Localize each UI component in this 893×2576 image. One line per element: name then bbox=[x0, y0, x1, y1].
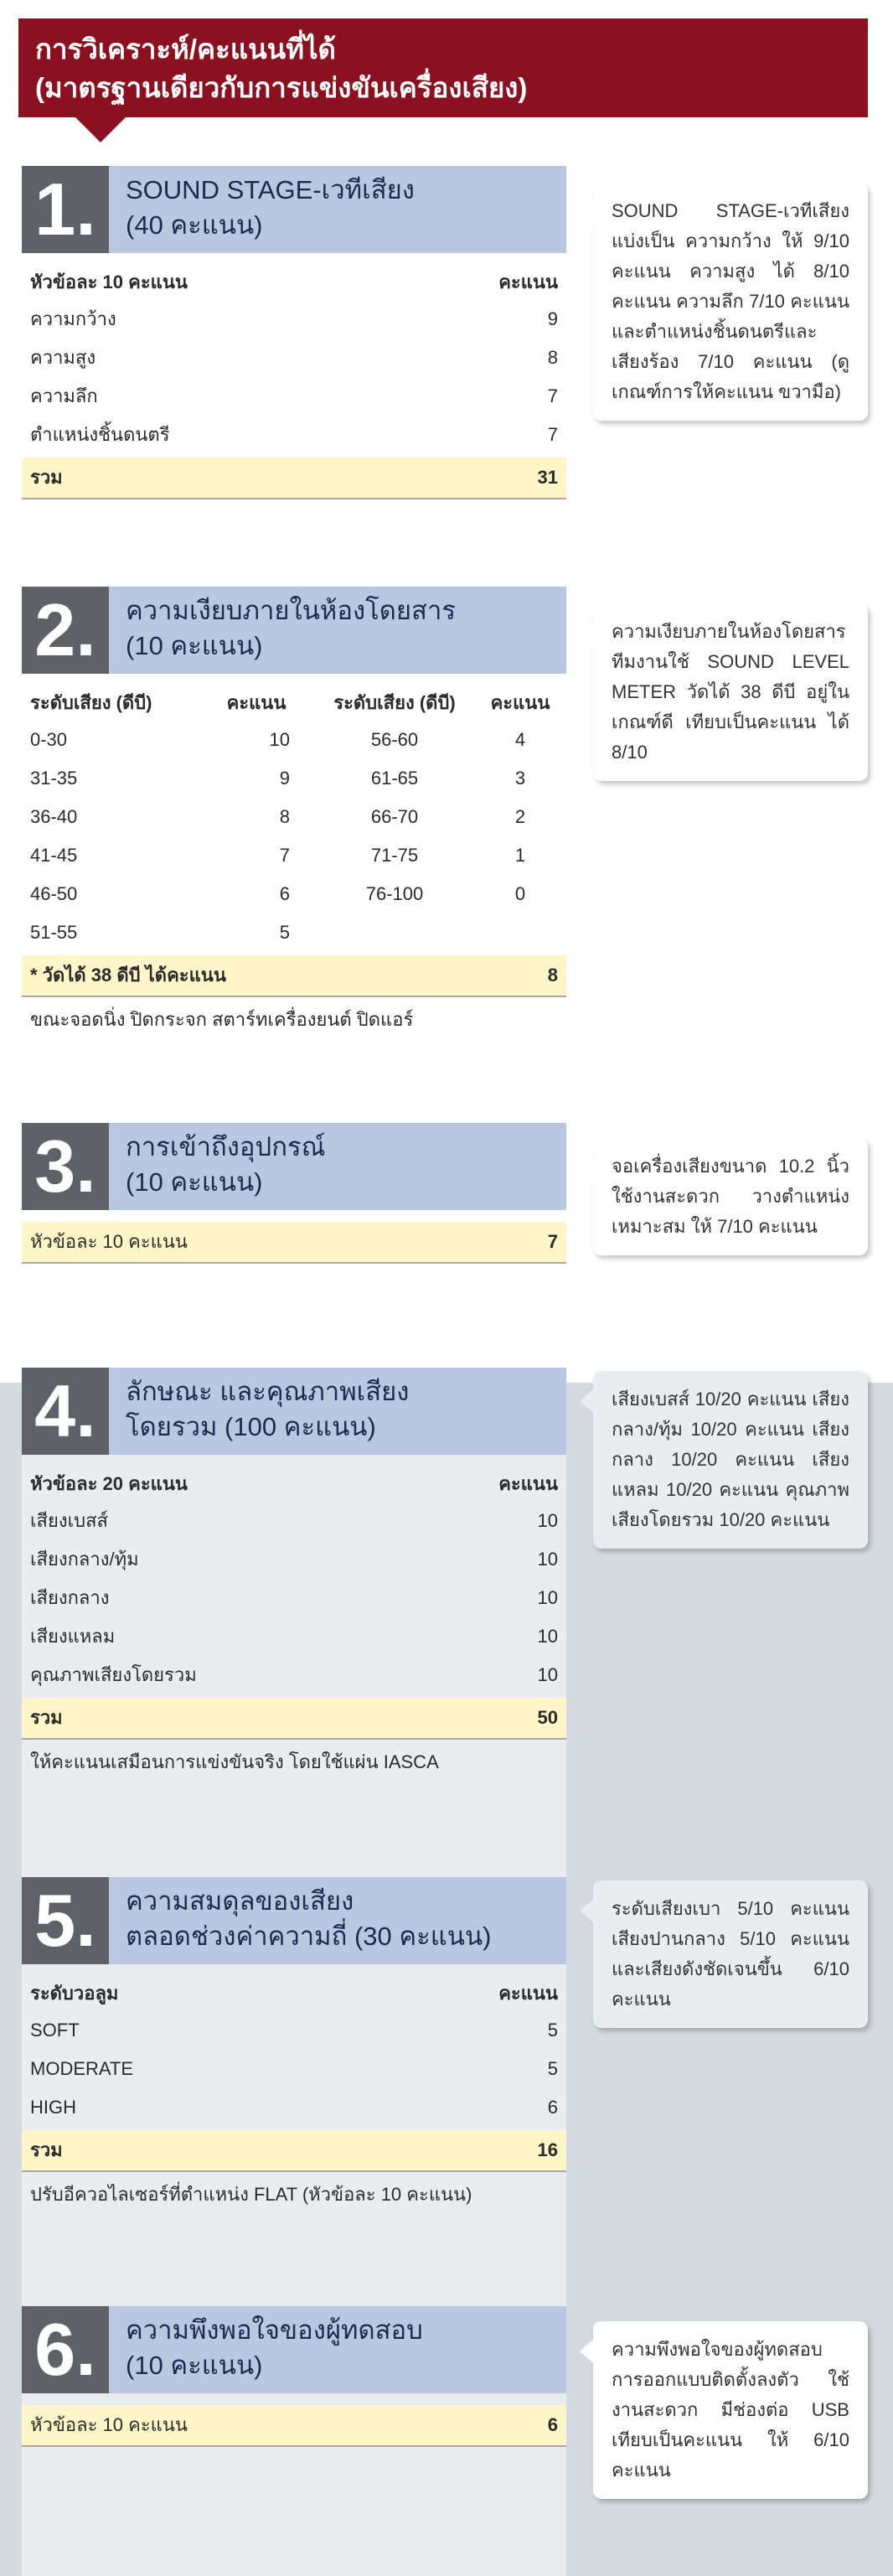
total-score: 7 bbox=[547, 1231, 558, 1252]
section-title bbox=[109, 2306, 566, 2393]
row-score: 10 bbox=[537, 1587, 558, 1608]
total-label: รวม bbox=[30, 2139, 63, 2160]
cell-range: 36-40 bbox=[30, 806, 78, 827]
total-row bbox=[22, 1698, 566, 1740]
header-subtitle: (มาตรฐานเดียวกับการแข่งขันเครื่องเสียง) bbox=[35, 72, 528, 103]
cell-score bbox=[483, 913, 558, 952]
score-table bbox=[22, 1976, 566, 2217]
total-score: 16 bbox=[537, 2139, 558, 2160]
section-sound-stage bbox=[22, 166, 566, 499]
section-accessibility bbox=[22, 1123, 566, 1264]
cell-range bbox=[307, 913, 483, 952]
header-label: ระดับวอลูม bbox=[30, 1983, 119, 2004]
section-title-line1: การเข้าถึงอุปกรณ์ bbox=[126, 1132, 326, 1161]
row-score: 5 bbox=[547, 2058, 558, 2079]
table-row bbox=[22, 2088, 566, 2127]
section-title bbox=[109, 166, 566, 253]
section-title-line2: (40 คะแนน) bbox=[126, 210, 263, 240]
score-table bbox=[22, 1222, 566, 1264]
total-row bbox=[22, 2130, 566, 2172]
row-label: SOFT bbox=[30, 2020, 80, 2041]
header-score: คะแนน bbox=[490, 692, 550, 713]
score-table bbox=[22, 265, 566, 499]
cell-range: 61-65 bbox=[370, 768, 419, 789]
section-number: 2. bbox=[22, 587, 109, 674]
table-row bbox=[22, 377, 566, 416]
table-row bbox=[22, 1579, 566, 1617]
section-title-line2: โดยรวม (100 คะแนน) bbox=[126, 1412, 376, 1441]
cell-score: 0 bbox=[514, 883, 526, 904]
score-table bbox=[22, 2405, 566, 2447]
cell-score: 6 bbox=[279, 883, 290, 904]
row-score: 9 bbox=[547, 308, 558, 329]
table-row bbox=[22, 1540, 566, 1579]
section-title-line2: (10 คะแนน) bbox=[126, 1167, 263, 1197]
section-frequency-balance bbox=[22, 1877, 566, 2217]
cell-score: 4 bbox=[514, 729, 526, 750]
cell-score: 1 bbox=[514, 845, 526, 866]
section-title-line1: ความพึงพอใจของผู้ทดสอบ bbox=[126, 2315, 423, 2345]
section-title-line2: (10 คะแนน) bbox=[126, 631, 263, 660]
header-noise-level: ระดับเสียง (ดีบี) bbox=[333, 692, 456, 713]
cell-range: 71-75 bbox=[370, 845, 419, 866]
section-title bbox=[109, 1877, 566, 1964]
total-label: รวม bbox=[30, 467, 63, 488]
table-row bbox=[22, 1656, 566, 1694]
cell-range: 46-50 bbox=[30, 883, 78, 904]
header-score: คะแนน bbox=[226, 692, 286, 713]
header-pointer bbox=[75, 117, 126, 142]
cell-range: 76-100 bbox=[365, 883, 424, 904]
table-row bbox=[22, 2050, 566, 2088]
header-score: คะแนน bbox=[498, 1983, 558, 2004]
section-title bbox=[109, 587, 566, 674]
section-title-line1: ความเงียบภายในห้องโดยสาร bbox=[126, 596, 457, 625]
total-row bbox=[22, 2405, 566, 2447]
header-title: การวิเคราะห์/คะแนนที่ได้ bbox=[35, 34, 336, 65]
table-row bbox=[22, 339, 566, 377]
cell-range: 0-30 bbox=[30, 729, 68, 750]
cell-score: 7 bbox=[279, 845, 290, 866]
section-title-line2: ตลอดช่วงค่าความถี่ (30 คะแนน) bbox=[126, 1922, 492, 1951]
table-header bbox=[22, 1466, 566, 1502]
comment-bubble: เสียงเบสส์ 10/20 คะแนน เสียงกลาง/ทุ้ม 10/20 คะแนน เสียงกลาง 10/20 คะแนน เสียงแหลม 10/20 คะแนน คุณภาพเสียงโดยรวม 10/20 คะแนน bbox=[593, 1371, 868, 1549]
cell-score: 10 bbox=[269, 729, 290, 750]
section-note: ให้คะแนนเสมือนการแข่งขันจริง โดยใช้แผ่น IASCA bbox=[30, 1751, 439, 1772]
section-cabin-quietness bbox=[22, 587, 566, 1042]
row-score: 10 bbox=[537, 1626, 558, 1647]
section-note: ขณะจอดนิ่ง ปิดกระจก สตาร์ทเครื่องยนต์ ปิดแอร์ bbox=[30, 1009, 414, 1030]
comment-bubble: ความพึงพอใจของผู้ทดสอบ การออกแบบติดตั้งลงตัว ใช้งานสะดวก มีช่องต่อ USB เทียบเป็นคะแนน ให้ 6/10 คะแนน bbox=[593, 2321, 868, 2499]
table-row bbox=[22, 1617, 566, 1656]
section-sound-quality bbox=[22, 1368, 566, 1785]
total-label: * วัดได้ 38 ดีบี ได้คะแนน bbox=[30, 965, 226, 985]
table-header bbox=[22, 1976, 566, 2011]
row-label: HIGH bbox=[30, 2097, 76, 2118]
section-title-line2: (10 คะแนน) bbox=[126, 2351, 263, 2380]
section-number: 4. bbox=[22, 1368, 109, 1455]
header-label: หัวข้อละ 10 คะแนน bbox=[30, 272, 188, 292]
row-score: 8 bbox=[547, 347, 558, 368]
total-row bbox=[22, 458, 566, 499]
comment-bubble: ระดับเสียงเบา 5/10 คะแนน เสียงปานกลาง 5/10 คะแนน และเสียงดังชัดเจนขึ้น 6/10 คะแนน bbox=[593, 1880, 868, 2028]
cell-range: 31-35 bbox=[30, 768, 78, 789]
header-score: คะแนน bbox=[498, 1473, 558, 1494]
cell-range: 66-70 bbox=[370, 806, 419, 827]
section-title bbox=[109, 1368, 566, 1455]
row-label: MODERATE bbox=[30, 2058, 134, 2079]
row-label: เสียงกลาง/ทุ้ม bbox=[30, 1549, 139, 1570]
page-header bbox=[18, 18, 868, 117]
cell-score: 3 bbox=[514, 768, 526, 789]
row-score: 10 bbox=[537, 1510, 558, 1531]
total-score: 8 bbox=[547, 965, 558, 985]
row-score: 6 bbox=[547, 2097, 558, 2118]
section-title-line1: SOUND STAGE-เวทีเสียง bbox=[126, 175, 415, 204]
row-label: ความกว้าง bbox=[30, 308, 116, 329]
total-row bbox=[22, 1222, 566, 1264]
section-title-line1: ความสมดุลของเสียง bbox=[126, 1886, 354, 1916]
section-number: 3. bbox=[22, 1123, 109, 1210]
row-label: ตำแหน่งชิ้นดนตรี bbox=[30, 424, 170, 445]
row-score: 7 bbox=[547, 424, 558, 445]
noise-table bbox=[22, 685, 566, 1042]
total-label: หัวข้อละ 10 คะแนน bbox=[30, 2414, 188, 2435]
section-number: 5. bbox=[22, 1877, 109, 1964]
row-label: ความลึก bbox=[30, 385, 98, 406]
total-label: รวม bbox=[30, 1707, 63, 1728]
row-score: 5 bbox=[547, 2020, 558, 2041]
table-row bbox=[22, 1502, 566, 1540]
comment-bubble: ความเงียบภายในห้องโดยสาร ทีมงานใช้ SOUND LEVEL METER วัดได้ 38 ดีบี อยู่ในเกณฑ์ดี เทียบเป็นคะแนน ได้ 8/10 bbox=[593, 603, 868, 781]
row-score: 10 bbox=[537, 1664, 558, 1685]
cell-range: 51-55 bbox=[30, 922, 78, 943]
cell-score: 8 bbox=[279, 806, 290, 827]
section-note: ปรับอีควอไลเซอร์ที่ตำแหน่ง FLAT (หัวข้อละ 10 คะแนน) bbox=[30, 2184, 472, 2205]
header-label: หัวข้อละ 20 คะแนน bbox=[30, 1473, 188, 1494]
row-label: เสียงเบสส์ bbox=[30, 1510, 108, 1531]
section-tester-satisfaction bbox=[22, 2306, 566, 2447]
total-score: 31 bbox=[537, 467, 558, 488]
cell-range: 56-60 bbox=[370, 729, 419, 750]
total-score: 6 bbox=[547, 2414, 558, 2435]
header-noise-level: ระดับเสียง (ดีบี) bbox=[30, 692, 152, 713]
section-title bbox=[109, 1123, 566, 1210]
total-row bbox=[22, 955, 566, 997]
table-header bbox=[22, 265, 566, 300]
row-label: เสียงแหลม bbox=[30, 1626, 116, 1647]
section-number: 6. bbox=[22, 2306, 109, 2393]
row-label: คุณภาพเสียงโดยรวม bbox=[30, 1664, 197, 1685]
cell-score: 9 bbox=[279, 768, 290, 789]
header-score: คะแนน bbox=[498, 272, 558, 292]
comment-bubble: จอเครื่องเสียงขนาด 10.2 นิ้ว ใช้งานสะดวก วางตำแหน่งเหมาะสม ให้ 7/10 คะแนน bbox=[593, 1138, 868, 1255]
row-score: 10 bbox=[537, 1549, 558, 1570]
total-score: 50 bbox=[537, 1707, 558, 1728]
table-row bbox=[22, 300, 566, 339]
section-number: 1. bbox=[22, 166, 109, 253]
cell-score: 5 bbox=[279, 922, 290, 943]
table-row bbox=[22, 2011, 566, 2050]
cell-score: 2 bbox=[514, 806, 526, 827]
row-score: 7 bbox=[547, 385, 558, 406]
total-label: หัวข้อละ 10 คะแนน bbox=[30, 1231, 188, 1252]
score-table bbox=[22, 1466, 566, 1785]
cell-range: 41-45 bbox=[30, 845, 78, 866]
table-row bbox=[22, 416, 566, 454]
row-label: ความสูง bbox=[30, 347, 96, 368]
comment-bubble: SOUND STAGE-เวทีเสียง แบ่งเป็น ความกว้าง ให้ 9/10 คะแนน ความสูง ได้ 8/10 คะแนน ความลึก 7/10 คะแนน และตำแหน่งชิ้นดนตรีและเสียงร้อง 7/10 คะแนน (ดูเกณฑ์การให้คะแนน ขวามือ) bbox=[593, 183, 868, 421]
row-label: เสียงกลาง bbox=[30, 1587, 110, 1608]
section-title-line1: ลักษณะ และคุณภาพเสียง bbox=[126, 1377, 410, 1406]
